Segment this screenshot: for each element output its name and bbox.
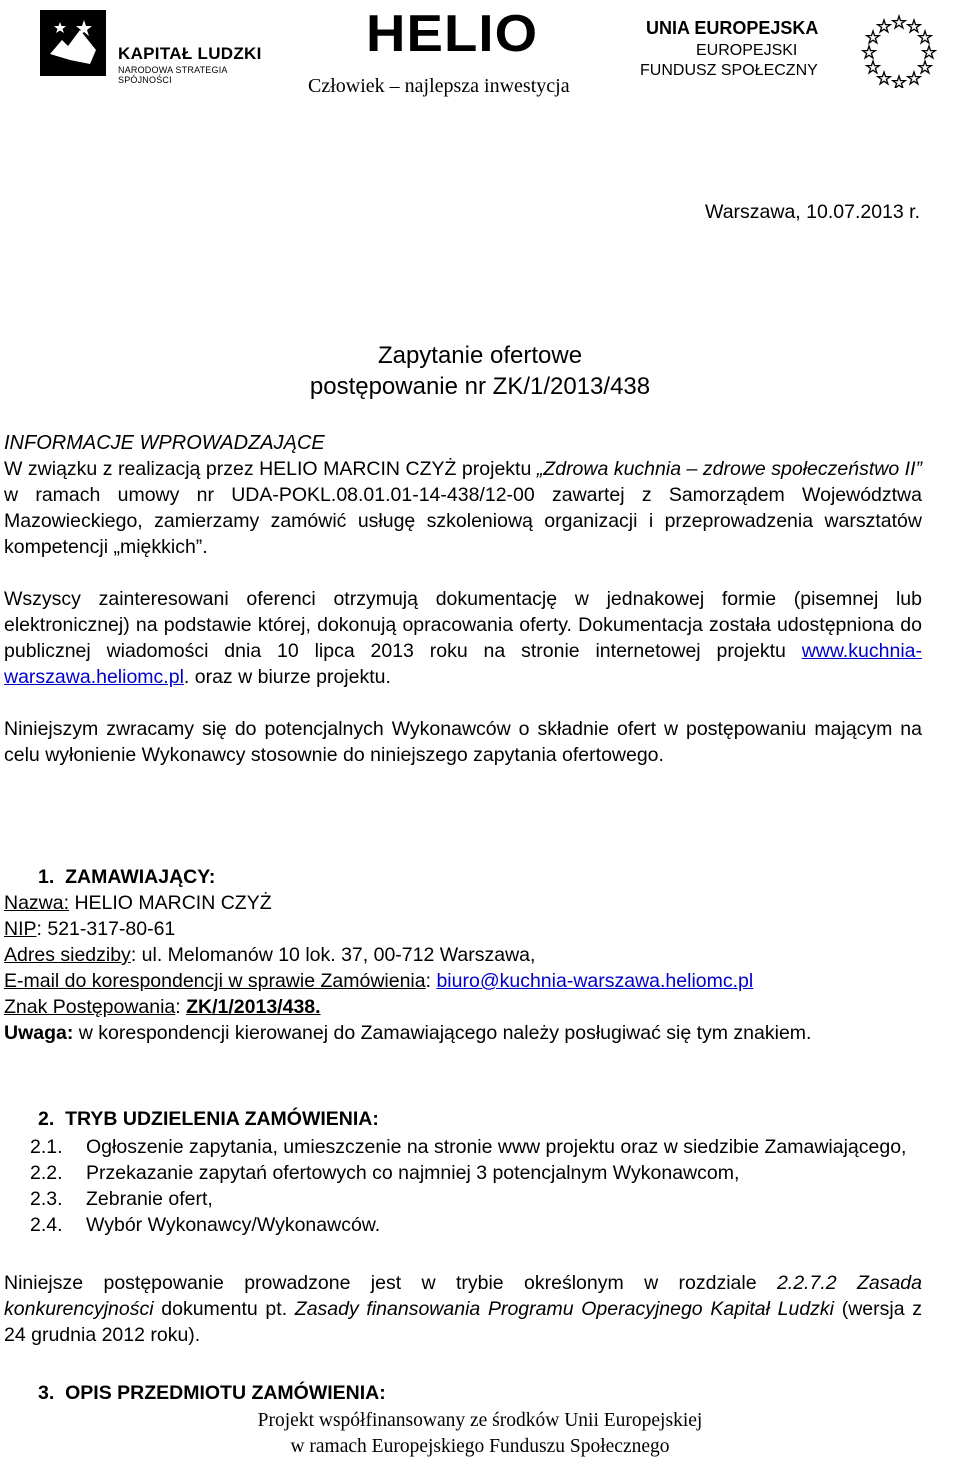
list-item [30, 1160, 922, 1186]
list-item-text: Wybór Wykonawcy/Wykonawców. [86, 1214, 381, 1236]
project-website-link[interactable]: www.kuchnia-warszawa.heliomc.pl [4, 640, 922, 688]
title-line2: postępowanie nr ZK/1/2013/438 [309, 373, 651, 400]
helio-logo: HELIO [366, 5, 539, 63]
reference-value: ZK/1/2013/438. [186, 996, 321, 1018]
section-2-paragraph [4, 1270, 922, 1348]
list-item-text: Przekazanie zapytań ofertowych co najmniej 3 potencjalnym Wykonawcom, [86, 1162, 740, 1184]
intro-p1-text-b: w ramach umowy nr UDA-POKL.08.01.01-14-438/12-00 zawartej z Samorządem Województwa Mazowieckiego, zamierzamy zamówić usługę szkoleniową organizacji i przeprowadzenia warsztatów kompetencji „miękkich”. [4, 484, 922, 558]
orderer-name-row [4, 890, 922, 916]
s2-text-a: Niniejsze postępowanie prowadzone jest w trybie określonym w rozdziale [4, 1272, 777, 1294]
intro-p2-text-b: . oraz w biurze projektu. [183, 666, 391, 688]
intro-p1-text-a: W związku z realizacją przez HELIO MARCIN CZYŻ projektu [4, 458, 537, 480]
orderer-nip-row [4, 916, 922, 942]
project-name: „Zdrowa kuchnia – zdrowe społeczeństwo II” [536, 458, 922, 480]
list-item-text: Ogłoszenie zapytania, umieszczenie na stronie www projektu oraz w siedzibie Zamawiającego, [86, 1136, 907, 1158]
kapital-ludzki-title: KAPITAŁ LUDZKI [118, 44, 262, 63]
list-item [30, 1186, 922, 1212]
list-item [30, 1212, 922, 1238]
orderer-nip-value: : 521-317-80-61 [36, 918, 176, 940]
list-item-number: 2.3. [30, 1188, 63, 1210]
footer-line2: w ramach Europejskiego Funduszu Społecznego [290, 1436, 670, 1457]
footer-line1: Projekt współfinansowany ze środków Unii Europejskiej [257, 1410, 703, 1431]
document-title [0, 340, 960, 402]
list-item-number: 2.2. [30, 1162, 63, 1184]
orderer-email-row [4, 968, 922, 994]
kapital-ludzki-emblem-icon [40, 10, 106, 76]
eu-stars-flag-icon [854, 12, 944, 88]
kapital-ludzki-logo [40, 10, 280, 85]
section-2-list [30, 1134, 922, 1238]
orderer-nip-label: NIP [4, 918, 37, 940]
list-item-number: 2.1. [30, 1136, 63, 1158]
intro-p2-text-a: Wszyscy zainteresowani oferenci otrzymują dokumentację w jednakowej formie (pisemnej lub elektronicznej) na podstawie której, dokonują opracowania oferty. Dokumentacja została udostępniona do publicznej wiadomości dnia 10 lipca 2013 roku na stronie internetowej projektu [4, 588, 922, 662]
list-item-number: 2.4. [30, 1214, 63, 1236]
orderer-email-link[interactable]: biuro@kuchnia-warszawa.heliomc.pl [436, 970, 754, 992]
tagline: Człowiek – najlepsza inwestycja [308, 75, 570, 97]
reference-label: Znak Postępowania [4, 996, 176, 1018]
s2-italic-1: 2.2.7.2 Zasada konkurencyjności [4, 1272, 922, 1320]
orderer-name-label: Nazwa: [4, 892, 70, 914]
orderer-name-value: HELIO MARCIN CZYŻ [69, 892, 272, 914]
eu-logo [640, 12, 950, 92]
reference-sep: : [175, 996, 187, 1018]
orderer-address-label: Adres siedziby [4, 944, 131, 966]
note-label: Uwaga: [4, 1022, 74, 1044]
section-2-heading: 2. TRYB UDZIELENIA ZAMÓWIENIA: [38, 1108, 379, 1130]
kapital-ludzki-subtitle: NARODOWA STRATEGIA SPÓJNOŚCI [118, 65, 228, 85]
list-item-text: Zebranie ofert, [86, 1188, 213, 1210]
orderer-email-label: E-mail do korespondencji w sprawie Zamówienia [4, 970, 426, 992]
s2-text-b: dokumentu pt. [153, 1298, 295, 1320]
list-item [30, 1134, 922, 1160]
eu-line1: UNIA EUROPEJSKA [646, 18, 819, 38]
eu-line3: FUNDUSZ SPOŁECZNY [640, 62, 818, 79]
reference-row [4, 994, 922, 1020]
intro-paragraph-1 [4, 456, 922, 560]
orderer-address-value: : ul. Melomanów 10 lok. 37, 00-712 Warszawa, [130, 944, 536, 966]
intro-paragraph-2 [4, 586, 922, 690]
intro-section [4, 430, 922, 768]
orderer-address-row [4, 942, 922, 968]
s2-text-c: (wersja z 24 grudnia 2012 roku). [4, 1298, 922, 1346]
intro-paragraph-3: Niniejszym zwracamy się do potencjalnych Wykonawców o składnie ofert w postępowaniu mającym na celu wyłonienie Wykonawcy stosownie do niniejszego zapytania ofertowego. [4, 718, 922, 766]
title-line1: Zapytanie ofertowe [377, 342, 583, 369]
eu-line2: EUROPEJSKI [696, 42, 798, 59]
footer [0, 1408, 960, 1460]
intro-heading: INFORMACJE WPROWADZAJĄCE [4, 432, 325, 454]
note-text: w korespondencji kierowanej do Zamawiającego należy posługiwać się tym znakiem. [73, 1022, 812, 1044]
document-date: Warszawa, 10.07.2013 r. [705, 201, 920, 223]
s2-italic-2: Zasady finansowania Programu Operacyjnego Kapitał Ludzki [294, 1298, 835, 1320]
note-row [4, 1020, 922, 1046]
section-1-body [4, 890, 922, 1046]
section-3-heading: 3. OPIS PRZEDMIOTU ZAMÓWIENIA: [38, 1382, 386, 1404]
orderer-email-sep: : [425, 970, 437, 992]
section-1-heading: 1. ZAMAWIAJĄCY: [38, 866, 216, 888]
